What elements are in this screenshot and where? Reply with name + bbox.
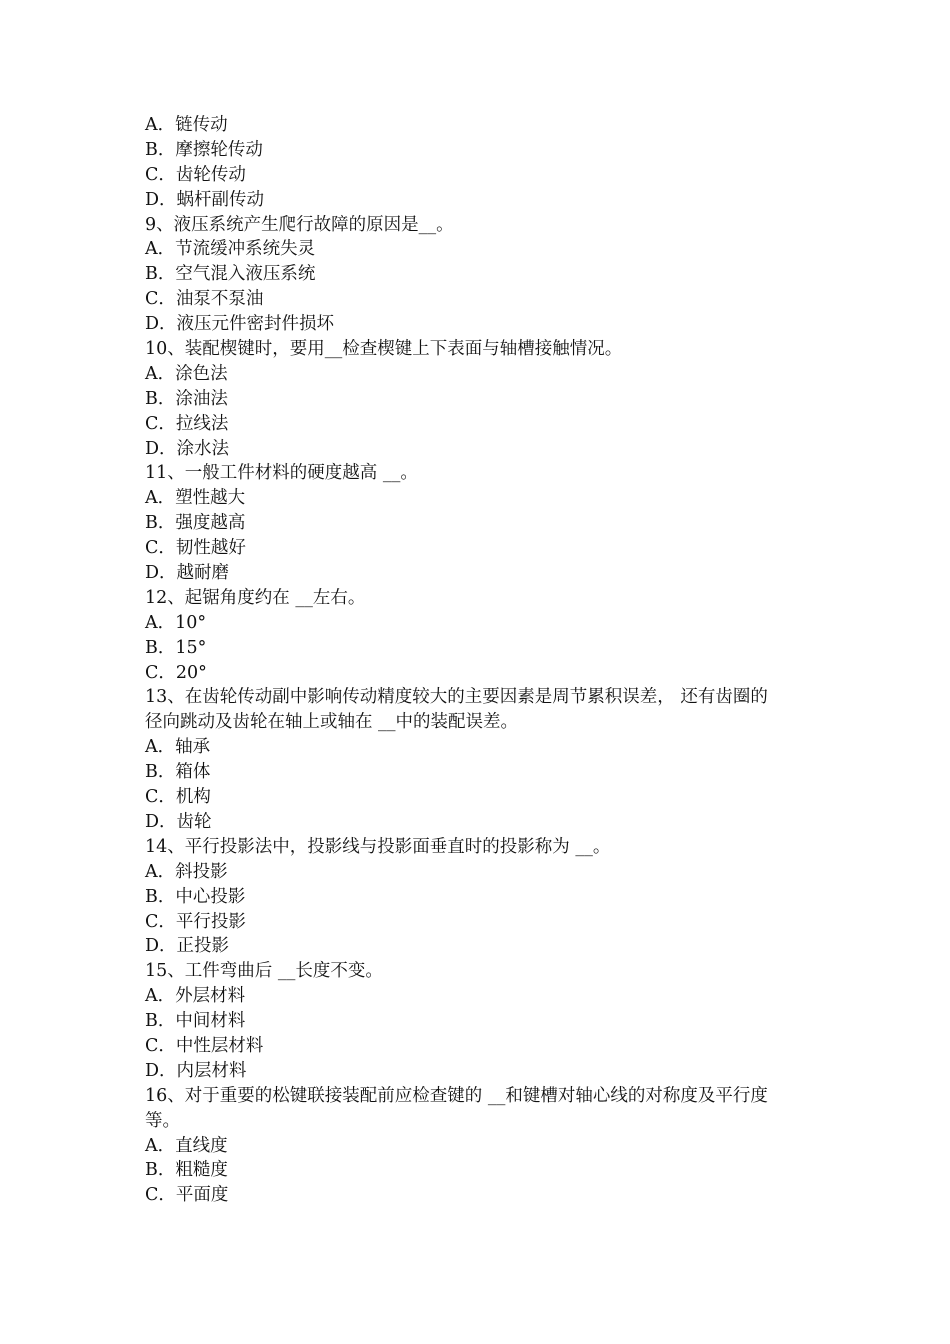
option-line: A．链传动 xyxy=(145,115,228,135)
option-line: B．涂油法 xyxy=(145,388,228,409)
option-line: C．平行投影 xyxy=(145,911,246,932)
option-line: A．轴承 xyxy=(145,737,211,758)
option-line: A．10° xyxy=(145,612,207,633)
option-line: C．拉线法 xyxy=(145,413,229,434)
option-line: C．中性层材料 xyxy=(145,1035,264,1056)
option-line: B．强度越高 xyxy=(145,513,246,534)
question-line: 13、在齿轮传动副中影响传动精度较大的主要因素是周节累积误差， 还有齿圈的 xyxy=(145,687,768,708)
option-line: D．液压元件密封件损坏 xyxy=(145,314,335,335)
option-line: C．机构 xyxy=(145,787,211,808)
option-line: C．油泵不泵油 xyxy=(145,289,264,310)
question-line: 11、一般工件材料的硬度越高 __。 xyxy=(145,463,418,484)
option-line: D．齿轮 xyxy=(145,811,212,832)
question-line: 10、装配楔键时，要用__检查楔键上下表面与轴槽接触情况。 xyxy=(145,339,623,360)
option-line: B．摩擦轮传动 xyxy=(145,139,263,160)
option-line: A．直线度 xyxy=(145,1135,228,1156)
option-line: B．15° xyxy=(145,637,207,658)
option-line: D．正投影 xyxy=(145,936,230,957)
option-line: D．蜗杆副传动 xyxy=(145,189,265,210)
question-line: 9、液压系统产生爬行故障的原因是__。 xyxy=(145,214,454,235)
option-line: B．箱体 xyxy=(145,762,211,783)
option-line: C．齿轮传动 xyxy=(145,164,246,185)
option-line: A．塑性越大 xyxy=(145,488,246,509)
question-list xyxy=(145,113,810,1208)
option-line: D．涂水法 xyxy=(145,438,230,459)
option-line: D．内层材料 xyxy=(145,1060,247,1081)
option-line: B．中间材料 xyxy=(145,1011,246,1032)
question-line: 12、起锯角度约在 __左右。 xyxy=(145,587,366,608)
option-line: D．越耐磨 xyxy=(145,563,230,584)
option-line: A．涂色法 xyxy=(145,363,228,384)
option-line: B．中心投影 xyxy=(145,886,246,907)
option-line: B．粗糙度 xyxy=(145,1160,228,1181)
option-line: A．节流缓冲系统失灵 xyxy=(145,239,316,260)
option-line: A．外层材料 xyxy=(145,986,246,1007)
option-line: A．斜投影 xyxy=(145,861,228,882)
option-line: C．平面度 xyxy=(145,1185,229,1206)
question-line: 14、平行投影法中，投影线与投影面垂直时的投影称为 __。 xyxy=(145,836,611,857)
option-line: C．韧性越好 xyxy=(145,538,246,559)
question-line-continued: 径向跳动及齿轮在轴上或轴在 __中的装配误差。 xyxy=(145,712,519,733)
question-line: 16、对于重要的松键联接装配前应检查键的 __和键槽对轴心线的对称度及平行度 xyxy=(145,1085,768,1106)
question-line: 15、工件弯曲后 __长度不变。 xyxy=(145,961,383,982)
option-line: C．20° xyxy=(145,662,207,683)
question-line-continued: 等。 xyxy=(145,1110,180,1131)
option-line: B．空气混入液压系统 xyxy=(145,264,316,285)
